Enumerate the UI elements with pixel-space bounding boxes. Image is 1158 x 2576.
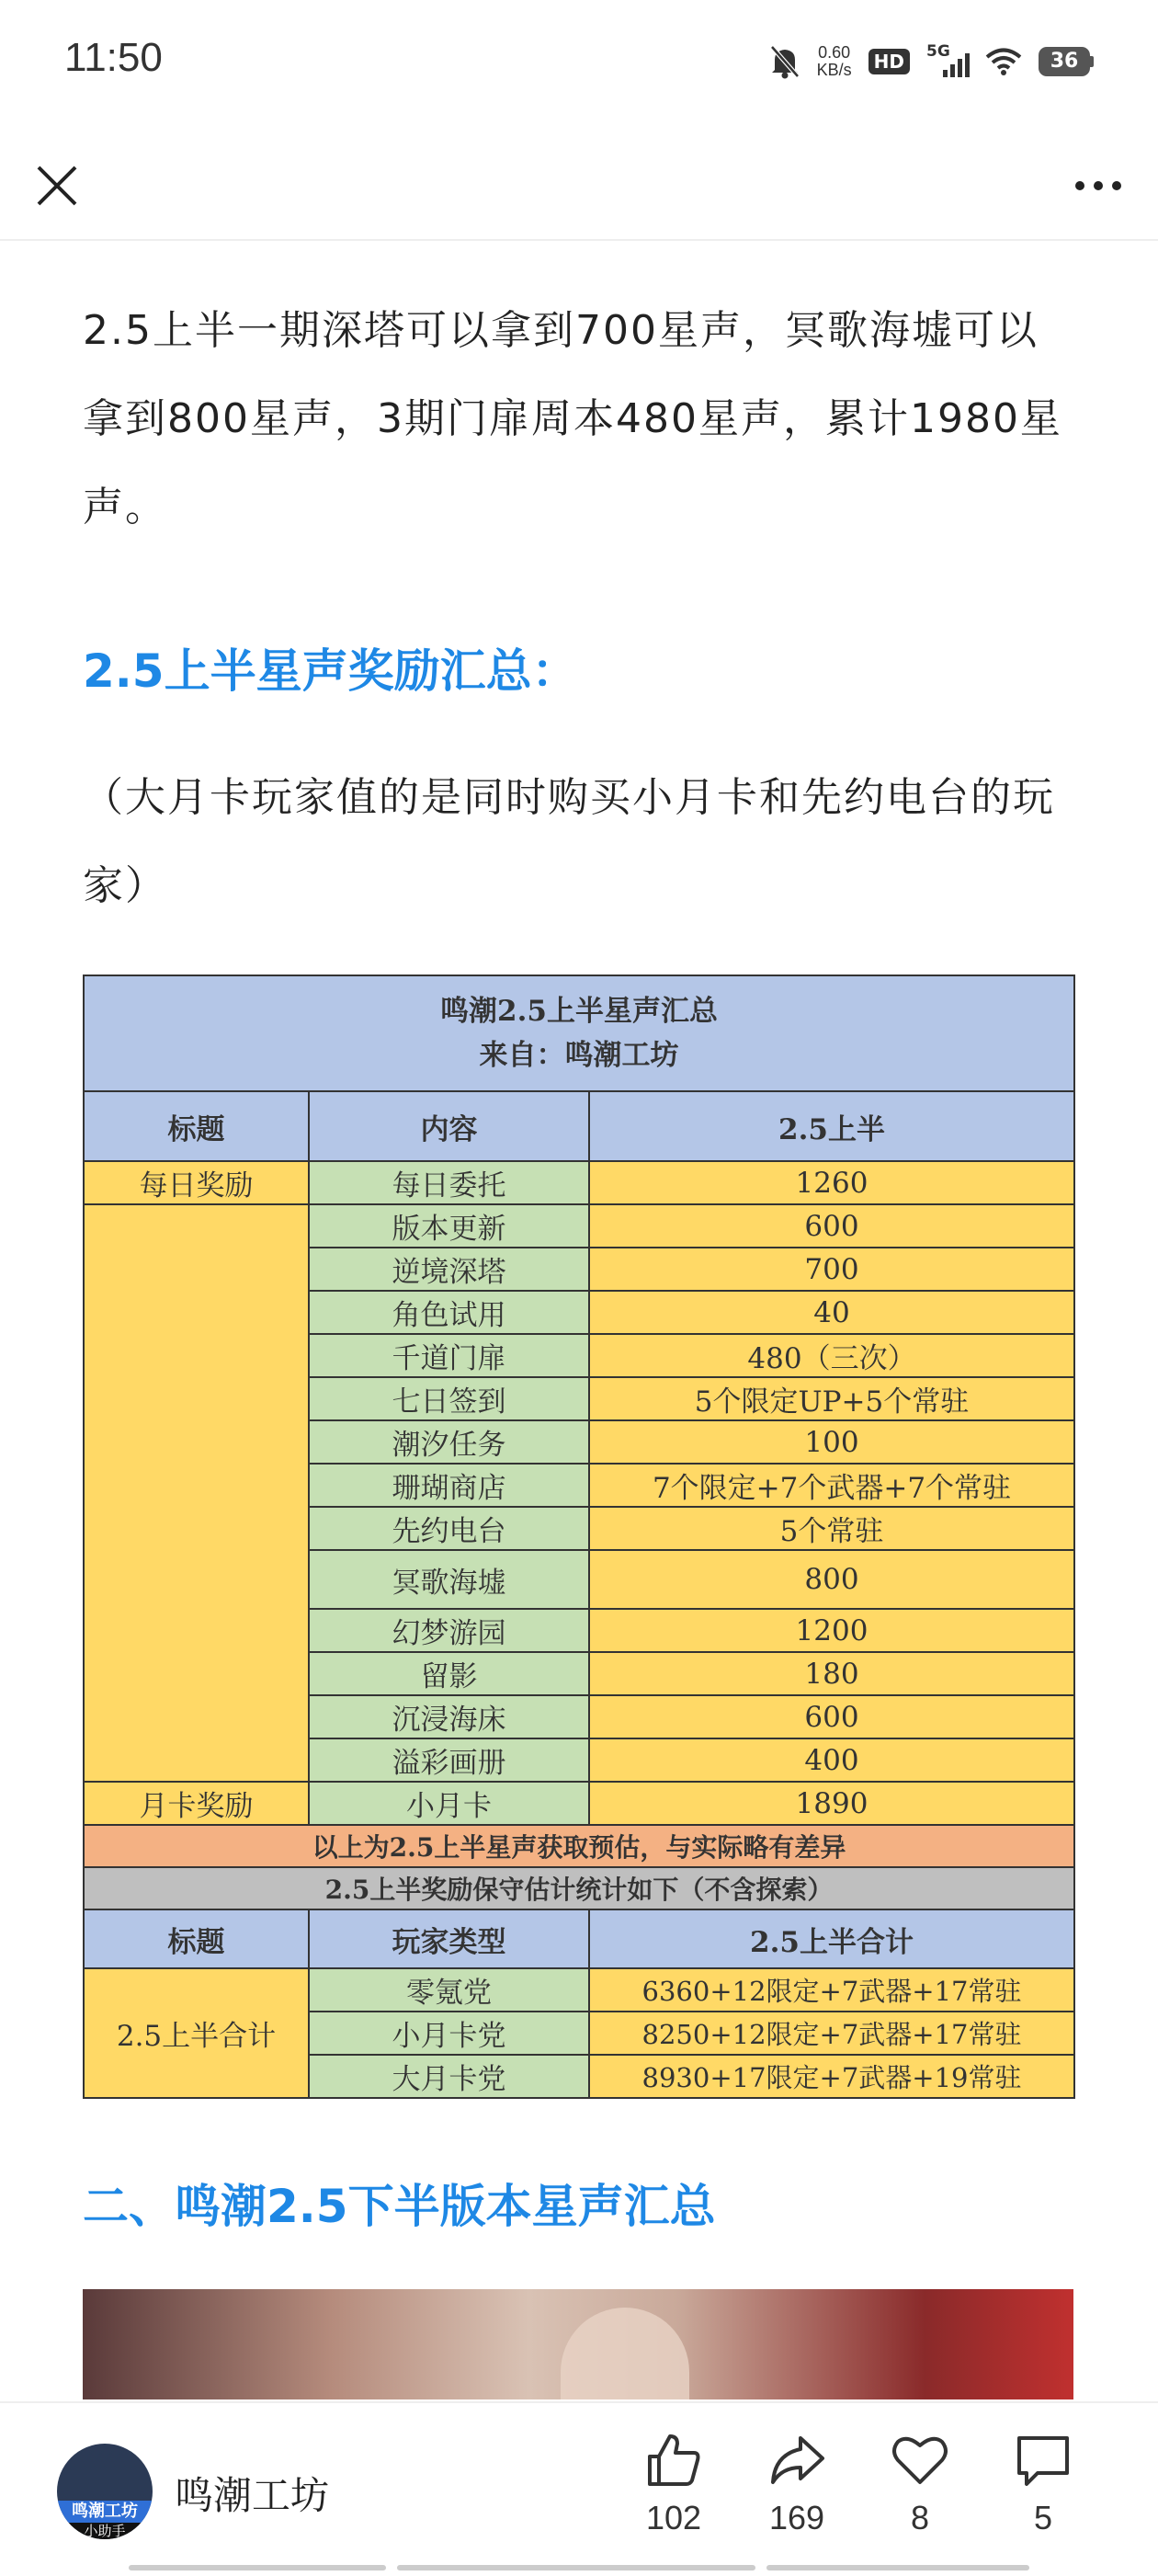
- value-cell: 600: [589, 1695, 1074, 1738]
- summary-total-cell: 6360+12限定+7武器+17常驻: [589, 1968, 1074, 2012]
- item-cell: 逆境深塔: [309, 1248, 589, 1291]
- value-cell: 400: [589, 1738, 1074, 1782]
- table-header-row: [84, 1091, 1074, 1161]
- article-artwork-image[interactable]: [83, 2289, 1073, 2399]
- close-button[interactable]: [28, 156, 86, 215]
- like-count: 102: [645, 2499, 702, 2536]
- comment-button[interactable]: [1002, 2431, 1084, 2537]
- item-cell: 沉浸海床: [309, 1695, 589, 1738]
- value-cell: 1890: [589, 1782, 1074, 1825]
- table-row: [84, 1204, 1074, 1248]
- mute-bell-icon: [769, 44, 800, 79]
- summary-group-label: 2.5上半合计: [84, 1968, 309, 2098]
- table-note: 以上为2.5上半星声获取预估，与实际略有差异: [84, 1825, 1074, 1867]
- share-arrow-icon: [767, 2431, 826, 2490]
- more-dot-icon: [1075, 181, 1084, 190]
- item-cell: 先约电台: [309, 1507, 589, 1550]
- battery-icon: 36: [1039, 47, 1094, 76]
- status-bar: [0, 0, 1158, 120]
- summary-total-cell: 8930+17限定+7武器+19常驻: [589, 2055, 1074, 2098]
- item-cell: 七日签到: [309, 1377, 589, 1420]
- thumbs-up-icon: [644, 2431, 703, 2490]
- heart-icon: [891, 2431, 949, 2490]
- close-icon: [28, 156, 86, 215]
- status-time: 11:50: [64, 35, 163, 80]
- value-cell: 5个常驻: [589, 1507, 1074, 1550]
- share-count: 169: [768, 2499, 825, 2536]
- net-speed: 0.60 KB/s: [816, 43, 852, 79]
- value-cell: 1260: [589, 1161, 1074, 1204]
- value-cell: 40: [589, 1291, 1074, 1334]
- section-heading-2: 二、鸣潮2.5下半版本星声汇总: [83, 2180, 716, 2233]
- value-cell: 800: [589, 1550, 1074, 1609]
- share-button[interactable]: [755, 2431, 838, 2537]
- summary-header-row: [84, 1909, 1074, 1968]
- table-header-cell: 2.5上半: [589, 1091, 1074, 1161]
- artwork-figure: [561, 2308, 689, 2399]
- value-cell: 5个限定UP+5个常驻: [589, 1377, 1074, 1420]
- like-button[interactable]: [632, 2431, 715, 2537]
- player-type-cell: 大月卡党: [309, 2055, 589, 2098]
- hd-badge: HD: [868, 49, 910, 74]
- status-icons: [769, 39, 1094, 85]
- section-heading-1: 2.5上半星声奖励汇总：: [83, 644, 578, 698]
- item-cell: 每日委托: [309, 1161, 589, 1204]
- comment-icon: [1014, 2431, 1073, 2490]
- value-cell: 100: [589, 1420, 1074, 1464]
- rewards-table: [83, 975, 1075, 2099]
- author-name[interactable]: 鸣潮工坊: [175, 2473, 330, 2518]
- wifi-icon: [985, 47, 1022, 76]
- author-avatar[interactable]: 鸣潮工坊 小助手: [57, 2444, 153, 2539]
- player-type-cell: 小月卡党: [309, 2012, 589, 2055]
- table-header-cell: 内容: [309, 1091, 589, 1161]
- item-cell: 小月卡: [309, 1782, 589, 1825]
- rewards-table-image[interactable]: [83, 975, 1073, 2096]
- table-title: 鸣潮2.5上半星声汇总 来自：鸣潮工坊: [84, 975, 1074, 1091]
- item-cell: 潮汐任务: [309, 1420, 589, 1464]
- bottom-bar: [0, 2401, 1158, 2576]
- summary-row: [84, 1968, 1074, 2012]
- item-cell: 珊瑚商店: [309, 1464, 589, 1507]
- table-header-cell: 标题: [84, 1091, 309, 1161]
- value-cell: 700: [589, 1248, 1074, 1291]
- player-type-cell: 零氪党: [309, 1968, 589, 2012]
- group-blank-cell: [84, 1204, 309, 1782]
- value-cell: 480（三次）: [589, 1334, 1074, 1377]
- table-header-cell: 2.5上半合计: [589, 1909, 1074, 1968]
- value-cell: 600: [589, 1204, 1074, 1248]
- value-cell: 1200: [589, 1609, 1074, 1652]
- item-cell: 版本更新: [309, 1204, 589, 1248]
- home-indicator-segment: [129, 2565, 386, 2570]
- home-indicator-segment: [397, 2565, 755, 2570]
- comment-count: 5: [1033, 2499, 1053, 2536]
- article-paragraph-1: 2.5上半一期深塔可以拿到700星声，冥歌海墟可以拿到800星声，3期门扉周本480星声，累计1980星声。: [83, 307, 1062, 530]
- group-label-month: 月卡奖励: [84, 1782, 309, 1825]
- article-paragraph-2: （大月卡玩家值的是同时购买小月卡和先约电台的玩家）: [83, 774, 1055, 909]
- more-options-button[interactable]: [1066, 165, 1130, 206]
- cell-signal-icon: 5G: [926, 46, 969, 77]
- summary-title: 2.5上半奖励保守估计统计如下（不含探索）: [84, 1867, 1074, 1909]
- table-header-cell: 标题: [84, 1909, 309, 1968]
- item-cell: 冥歌海墟: [309, 1550, 589, 1609]
- item-cell: 留影: [309, 1652, 589, 1695]
- table-header-cell: 玩家类型: [309, 1909, 589, 1968]
- value-cell: 7个限定+7个武器+7个常驻: [589, 1464, 1074, 1507]
- group-label-daily: 每日奖励: [84, 1161, 309, 1204]
- item-cell: 角色试用: [309, 1291, 589, 1334]
- item-cell: 千道门扉: [309, 1334, 589, 1377]
- top-bar: [0, 138, 1158, 241]
- item-cell: 溢彩画册: [309, 1738, 589, 1782]
- favorite-count: 8: [910, 2499, 930, 2536]
- item-cell: 幻梦游园: [309, 1609, 589, 1652]
- table-row: [84, 1782, 1074, 1825]
- summary-total-cell: 8250+12限定+7武器+17常驻: [589, 2012, 1074, 2055]
- home-indicator-segment: [766, 2565, 1029, 2570]
- favorite-button[interactable]: [879, 2431, 961, 2537]
- value-cell: 180: [589, 1652, 1074, 1695]
- table-row: [84, 1161, 1074, 1204]
